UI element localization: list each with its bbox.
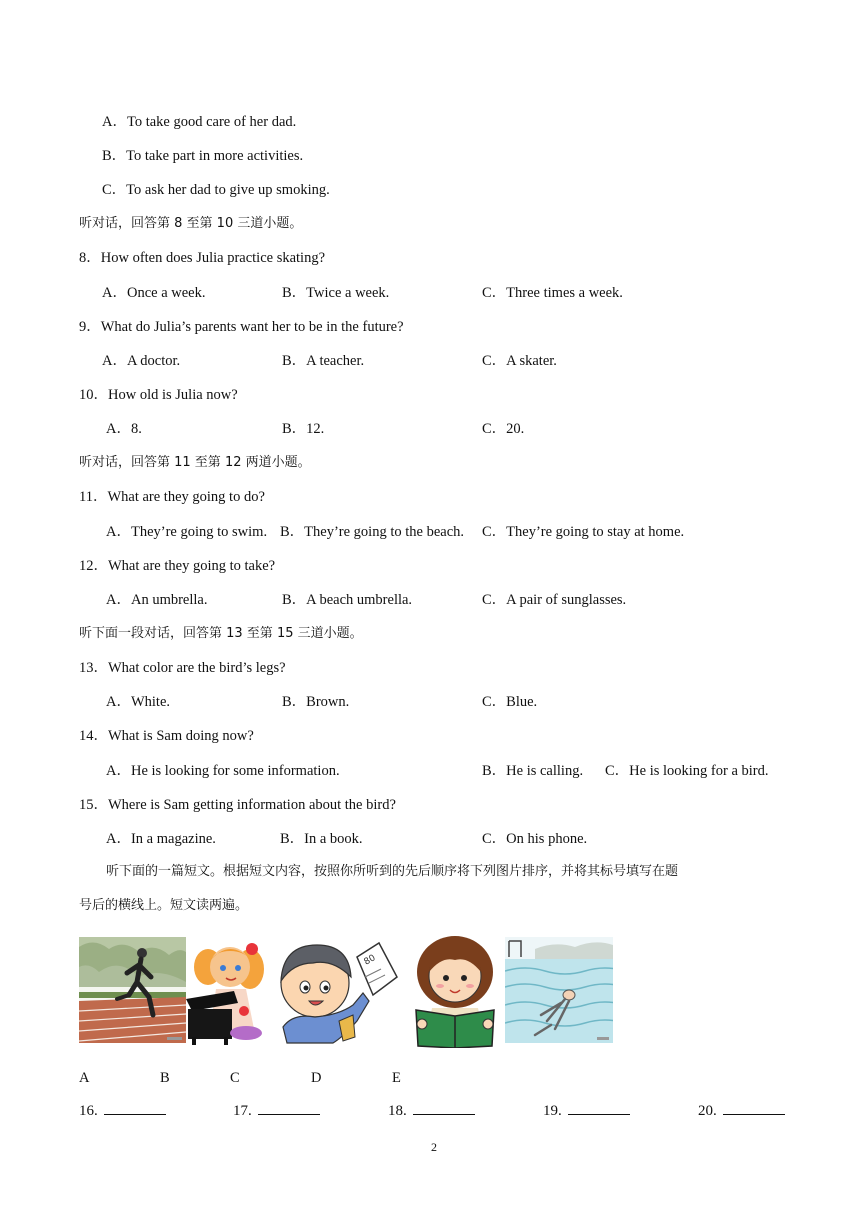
q8-question: 8．How often does Julia practice skating?	[79, 250, 326, 266]
picture-e-swimming	[505, 937, 613, 1043]
q12-option-a: A．An umbrella.	[106, 592, 208, 608]
q13-option-a: A．White.	[106, 694, 171, 710]
picture-label-a: A	[79, 1070, 90, 1086]
q7-option-c: C．To ask her dad to give up smoking.	[102, 182, 330, 198]
q7-option-b: B．To take part in more activities.	[102, 148, 304, 164]
answer-19-blank[interactable]	[568, 1102, 630, 1115]
answer-16[interactable]	[79, 1102, 166, 1120]
answer-20[interactable]	[698, 1102, 785, 1120]
passage-instruction-line2: 号后的横线上。短文读两遍。	[79, 898, 249, 913]
section-heading-8-10: 听对话，回答第 8 至第 10 三道小题。	[79, 216, 303, 231]
q10-option-b: B．12.	[282, 421, 325, 437]
q10-question: 10．How old is Julia now?	[79, 387, 238, 403]
picture-label-d: D	[311, 1070, 322, 1086]
q7-option-a: A．To take good care of her dad.	[102, 114, 297, 130]
picture-d-reading	[412, 932, 498, 1048]
q8-option-a: A．Once a week.	[102, 285, 206, 301]
q10-option-a: A．8.	[106, 421, 142, 437]
q9-question: 9．What do Julia’s parents want her to be in the future?	[79, 319, 404, 335]
answer-18-blank[interactable]	[413, 1102, 475, 1115]
picture-label-b: B	[160, 1070, 170, 1086]
q12-option-c: C．A pair of sunglasses.	[482, 592, 627, 608]
q14-option-c: C．He is looking for a bird.	[605, 763, 769, 779]
q12-option-b: B．A beach umbrella.	[282, 592, 413, 608]
answer-20-blank[interactable]	[723, 1102, 785, 1115]
answer-16-blank[interactable]	[104, 1102, 166, 1115]
section-heading-13-15: 听下面一段对话，回答第 13 至第 15 三道小题。	[79, 626, 363, 641]
q15-question: 15．Where is Sam getting information about the bird?	[79, 797, 396, 813]
answer-19-number: 19.	[543, 1103, 562, 1119]
q14-question: 14．What is Sam doing now?	[79, 728, 254, 744]
q9-option-a: A．A doctor.	[102, 353, 181, 369]
q11-option-b: B．They’re going to the beach.	[280, 524, 465, 540]
q14-option-b: B．He is calling.	[482, 763, 584, 779]
test-paper-score: 80	[362, 953, 378, 968]
answer-18-number: 18.	[388, 1103, 407, 1119]
q9-option-b: B．A teacher.	[282, 353, 365, 369]
picture-label-e: E	[392, 1070, 401, 1086]
q11-option-a: A．They’re going to swim.	[106, 524, 268, 540]
answer-19[interactable]	[543, 1102, 630, 1120]
passage-instruction-line1: 听下面的一篇短文。根据短文内容，按照你所听到的先后顺序将下列图片排序，并将其标号填写在题	[106, 864, 679, 879]
picture-label-c: C	[230, 1070, 240, 1086]
answer-18[interactable]	[388, 1102, 475, 1120]
answer-16-number: 16.	[79, 1103, 98, 1119]
q8-option-c: C．Three times a week.	[482, 285, 623, 301]
picture-a-running	[79, 937, 186, 1043]
q15-option-b: B．In a book.	[280, 831, 363, 847]
answer-20-number: 20.	[698, 1103, 717, 1119]
q15-option-c: C．On his phone.	[482, 831, 588, 847]
picture-b-piano	[186, 937, 272, 1045]
section-heading-11-12: 听对话，回答第 11 至第 12 两道小题。	[79, 455, 311, 470]
answer-17-number: 17.	[233, 1103, 252, 1119]
q14-option-a: A．He is looking for some information.	[106, 763, 340, 779]
q10-option-c: C．20.	[482, 421, 525, 437]
q13-question: 13．What color are the bird’s legs?	[79, 660, 286, 676]
answer-17-blank[interactable]	[258, 1102, 320, 1115]
q9-option-c: C．A skater.	[482, 353, 557, 369]
answer-17[interactable]	[233, 1102, 320, 1120]
q8-option-b: B．Twice a week.	[282, 285, 390, 301]
picture-c-boy-test-paper	[273, 937, 399, 1045]
q11-question: 11．What are they going to do?	[79, 489, 265, 505]
page-number: 2	[431, 1140, 437, 1154]
q15-option-a: A．In a magazine.	[106, 831, 216, 847]
q13-option-b: B．Brown.	[282, 694, 350, 710]
q11-option-c: C．They’re going to stay at home.	[482, 524, 685, 540]
q13-option-c: C．Blue.	[482, 694, 538, 710]
q12-question: 12．What are they going to take?	[79, 558, 276, 574]
